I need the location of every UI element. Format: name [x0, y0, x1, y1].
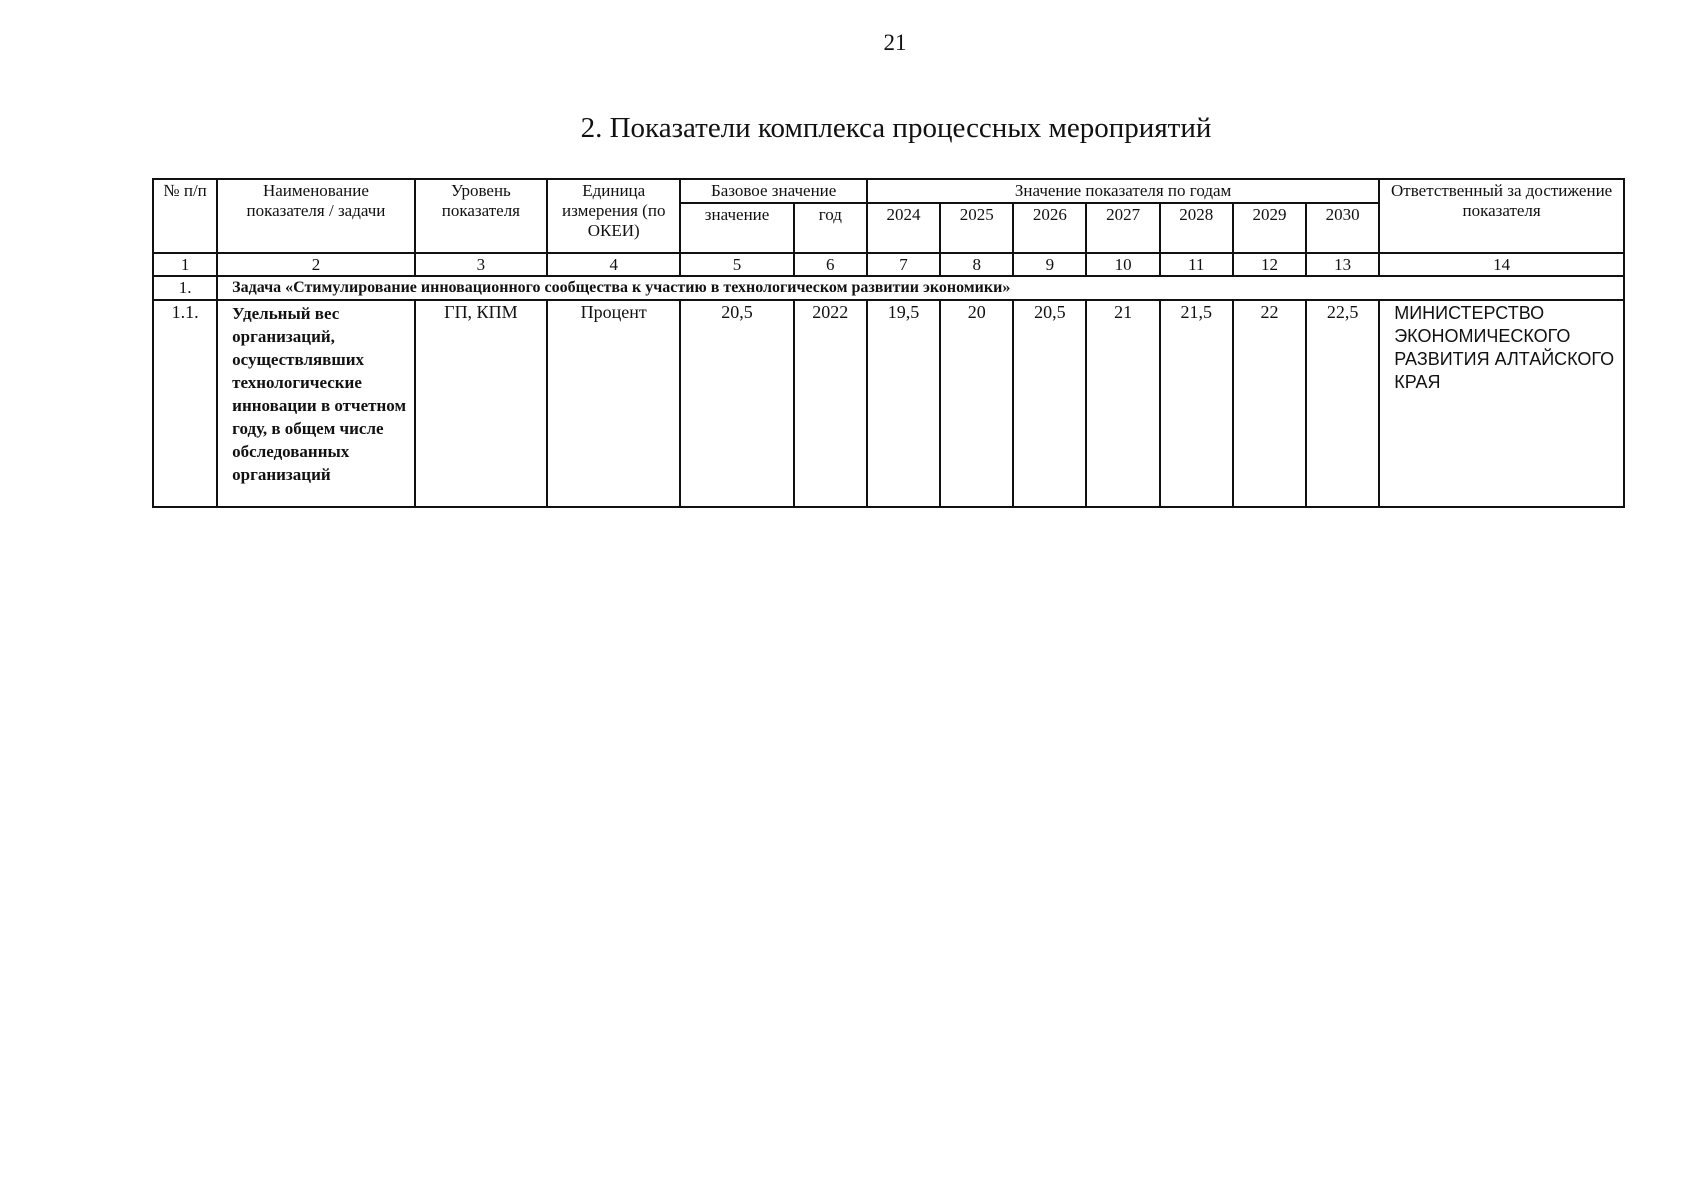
header-years-group: Значение показателя по годам: [867, 179, 1379, 203]
header-base-value: значение: [680, 203, 793, 253]
indicator-name: Удельный вес организаций, осуществлявших технологические инновации в отчетном году, в общем числе обследованных организаций: [217, 300, 415, 507]
header-year-2026: 2026: [1013, 203, 1086, 253]
value-2024: 19,5: [867, 300, 940, 507]
header-year-2030: 2030: [1306, 203, 1379, 253]
column-number: 3: [415, 253, 547, 276]
column-number: 1: [153, 253, 217, 276]
column-number: 14: [1379, 253, 1624, 276]
column-number: 5: [680, 253, 793, 276]
header-name: Наименование показателя / задачи: [217, 179, 415, 253]
header-unit: Единица измерения (по ОКЕИ): [547, 179, 680, 253]
value-2027: 21: [1086, 300, 1159, 507]
header-responsible: Ответственный за достижение показателя: [1379, 179, 1624, 253]
column-number: 7: [867, 253, 940, 276]
task-number: 1.: [153, 276, 217, 300]
base-value: 20,5: [680, 300, 793, 507]
value-2025: 20: [940, 300, 1013, 507]
header-base-year: год: [794, 203, 867, 253]
section-title: 2. Показатели комплекса процессных мероприятий: [580, 112, 1212, 144]
header-base-group: Базовое значение: [680, 179, 867, 203]
column-number: 10: [1086, 253, 1159, 276]
column-number: 11: [1160, 253, 1233, 276]
column-number: 4: [547, 253, 680, 276]
task-row: [153, 276, 1624, 300]
column-number: 8: [940, 253, 1013, 276]
value-2030: 22,5: [1306, 300, 1379, 507]
indicator-unit: Процент: [547, 300, 680, 507]
base-year: 2022: [794, 300, 867, 507]
column-number: 6: [794, 253, 867, 276]
task-title: Задача «Стимулирование инновационного сообщества к участию в технологическом развитии экономики»: [217, 276, 1624, 300]
header-level: Уровень показателя: [415, 179, 547, 253]
column-numbers-row: [153, 253, 1624, 276]
header-year-2028: 2028: [1160, 203, 1233, 253]
header-year-2029: 2029: [1233, 203, 1306, 253]
header-year-2027: 2027: [1086, 203, 1159, 253]
column-number: 12: [1233, 253, 1306, 276]
responsible-organization: МИНИСТЕРСТВО ЭКОНОМИЧЕСКОГО РАЗВИТИЯ АЛТАЙСКОГО КРАЯ: [1379, 300, 1624, 507]
row-number: 1.1.: [153, 300, 217, 507]
value-2026: 20,5: [1013, 300, 1086, 507]
column-number: 2: [217, 253, 415, 276]
indicators-table: [152, 178, 1625, 508]
column-number: 9: [1013, 253, 1086, 276]
header-num: № п/п: [153, 179, 217, 253]
column-number: 13: [1306, 253, 1379, 276]
value-2028: 21,5: [1160, 300, 1233, 507]
value-2029: 22: [1233, 300, 1306, 507]
table-row: [153, 300, 1624, 507]
indicator-level: ГП, КПМ: [415, 300, 547, 507]
header-row-1: [153, 179, 1624, 203]
page-number: 21: [883, 30, 907, 55]
header-year-2025: 2025: [940, 203, 1013, 253]
header-year-2024: 2024: [867, 203, 940, 253]
